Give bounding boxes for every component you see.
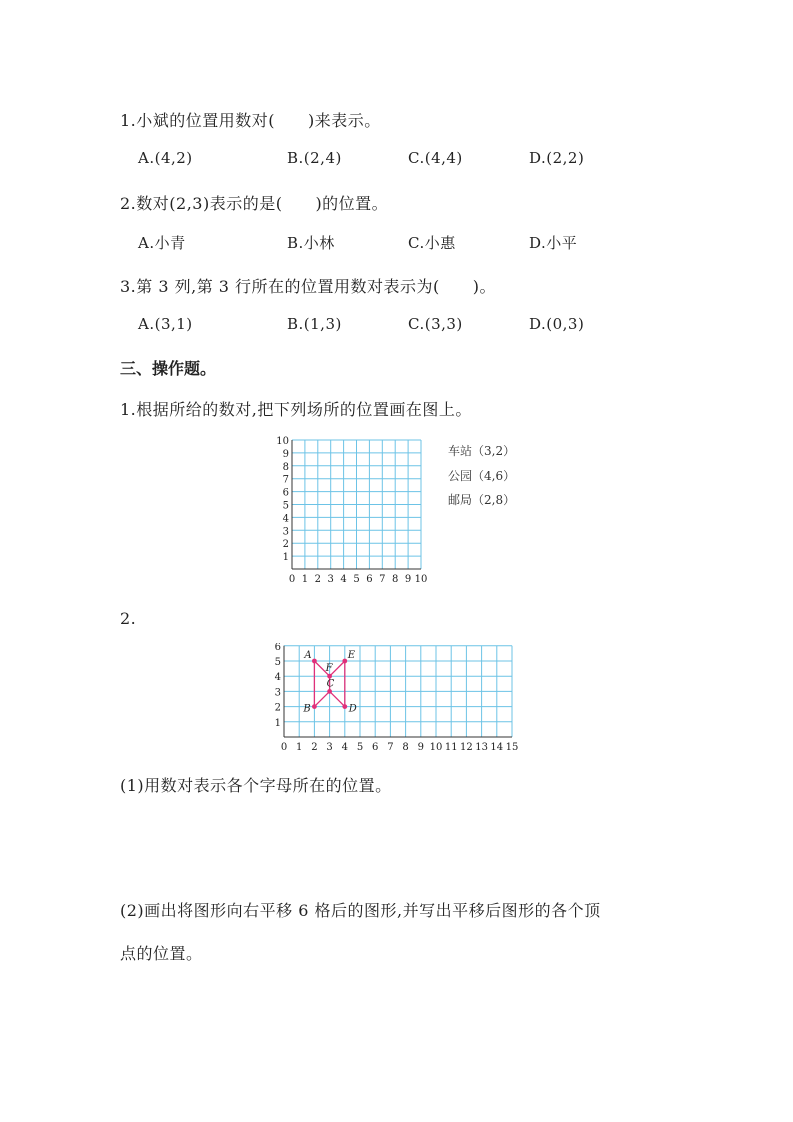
q3-option-b[interactable]: B.(1,3) [287, 315, 342, 333]
q2-option-a[interactable]: A.小青 [138, 234, 186, 252]
question-2-text: 2.数对(2,3)表示的是( )的位置。 [120, 194, 389, 213]
point-B [312, 704, 317, 709]
grid1-x-tick-label: 8 [392, 574, 399, 585]
grid1-y-tick-label: 6 [282, 487, 289, 499]
point-label-C: C [326, 678, 335, 690]
grid2-x-tick-label: 9 [417, 742, 424, 753]
q1-option-d[interactable]: D.(2,2) [529, 149, 585, 167]
grid1-y-tick-label: 1 [282, 552, 289, 564]
grid1-y-tick-label: 8 [282, 461, 289, 473]
point-C [327, 689, 332, 694]
task2-sub1: (1)用数对表示各个字母所在的位置。 [120, 776, 392, 795]
grid1-x-tick-label: 5 [353, 574, 360, 585]
grid-2[interactable] [271, 643, 521, 753]
point-label-F: F [325, 663, 333, 675]
grid1-x-tick-label: 4 [340, 574, 347, 585]
grid2-y-tick-label: 4 [274, 672, 281, 684]
point-E [342, 659, 347, 664]
legend-post-office: 邮局（2,8） [448, 493, 516, 507]
grid1-y-tick-label: 9 [282, 448, 289, 460]
q1-option-c[interactable]: C.(4,4) [408, 149, 463, 167]
grid1-x-tick-label: 3 [327, 574, 334, 585]
shape-edge-BC [314, 691, 329, 706]
grid1-y-tick-label: 7 [282, 474, 289, 486]
grid2-y-tick-label: 5 [274, 657, 281, 668]
task2-sub2-line2: 点的位置。 [120, 944, 203, 963]
grid1-y-tick-label: 3 [282, 526, 289, 538]
grid2-x-tick-label: 12 [460, 742, 473, 753]
point-label-A: A [304, 650, 312, 661]
grid2-x-tick-label: 13 [475, 742, 488, 753]
task2-number: 2. [120, 609, 137, 628]
grid1-x-tick-label: 6 [366, 574, 373, 585]
point-label-D: D [348, 703, 357, 715]
grid2-x-tick-label: 5 [356, 742, 364, 753]
grid2-y-tick-label: 3 [274, 687, 281, 699]
grid2-x-tick-label: 14 [490, 742, 504, 753]
grid2-x-tick-label: 11 [444, 742, 458, 753]
grid2-x-tick-label: 8 [402, 742, 409, 753]
q2-option-b[interactable]: B.小林 [287, 234, 335, 252]
q3-option-c[interactable]: C.(3,3) [408, 315, 463, 333]
grid2-x-tick-label: 4 [341, 742, 348, 753]
task1-text: 1.根据所给的数对,把下列场所的位置画在图上。 [120, 400, 472, 419]
shape-edge-CD [330, 691, 345, 706]
point-F [327, 674, 332, 679]
question-3-text: 3.第 3 列,第 3 行所在的位置用数对表示为( )。 [120, 277, 497, 296]
section-title: 三、操作题。 [120, 359, 217, 378]
grid1-x-tick-label: 7 [379, 574, 386, 585]
grid2-y-tick-label: 2 [274, 702, 281, 714]
grid2-y-tick-label: 6 [274, 643, 281, 653]
grid1-x-tick-label: 0 [288, 574, 296, 585]
question-1-text: 1.小斌的位置用数对( )来表示。 [120, 111, 381, 130]
grid1-y-tick-label: 2 [282, 539, 289, 551]
q1-option-b[interactable]: B.(2,4) [287, 149, 342, 167]
grid-1[interactable] [276, 436, 436, 588]
grid2-x-tick-label: 3 [326, 742, 333, 753]
point-A [312, 659, 317, 664]
grid2-x-tick-label: 0 [280, 742, 288, 753]
grid1-x-tick-label: 9 [404, 574, 412, 585]
q3-option-a[interactable]: A.(3,1) [138, 315, 193, 333]
grid1-y-tick-label: 5 [282, 500, 289, 512]
grid2-x-tick-label: 7 [387, 742, 394, 753]
grid1-x-tick-label: 1 [301, 574, 309, 585]
grid2-x-tick-label: 2 [311, 742, 318, 753]
grid2-x-tick-label: 6 [372, 742, 379, 753]
grid2-x-tick-label: 10 [429, 742, 443, 753]
legend-station: 车站（3,2） [448, 444, 516, 458]
grid2-x-tick-label: 1 [296, 742, 303, 753]
point-label-B: B [303, 703, 311, 715]
point-label-E: E [347, 650, 356, 661]
task2-sub2-line1: (2)画出将图形向右平移 6 格后的图形,并写出平移后图形的各个顶 [120, 901, 601, 920]
point-D [342, 704, 347, 709]
grid1-x-tick-label: 10 [414, 574, 428, 585]
grid1-y-tick-label: 10 [276, 436, 289, 447]
grid2-x-tick-label: 15 [505, 742, 519, 753]
q2-option-d[interactable]: D.小平 [529, 234, 578, 252]
q1-option-a[interactable]: A.(4,2) [138, 149, 193, 167]
q3-option-d[interactable]: D.(0,3) [529, 315, 585, 333]
grid2-y-tick-label: 1 [274, 717, 281, 729]
grid1-y-tick-label: 4 [282, 513, 289, 525]
q2-option-c[interactable]: C.小惠 [408, 234, 456, 252]
grid1-x-tick-label: 2 [314, 574, 321, 585]
legend-park: 公园（4,6） [448, 469, 516, 483]
